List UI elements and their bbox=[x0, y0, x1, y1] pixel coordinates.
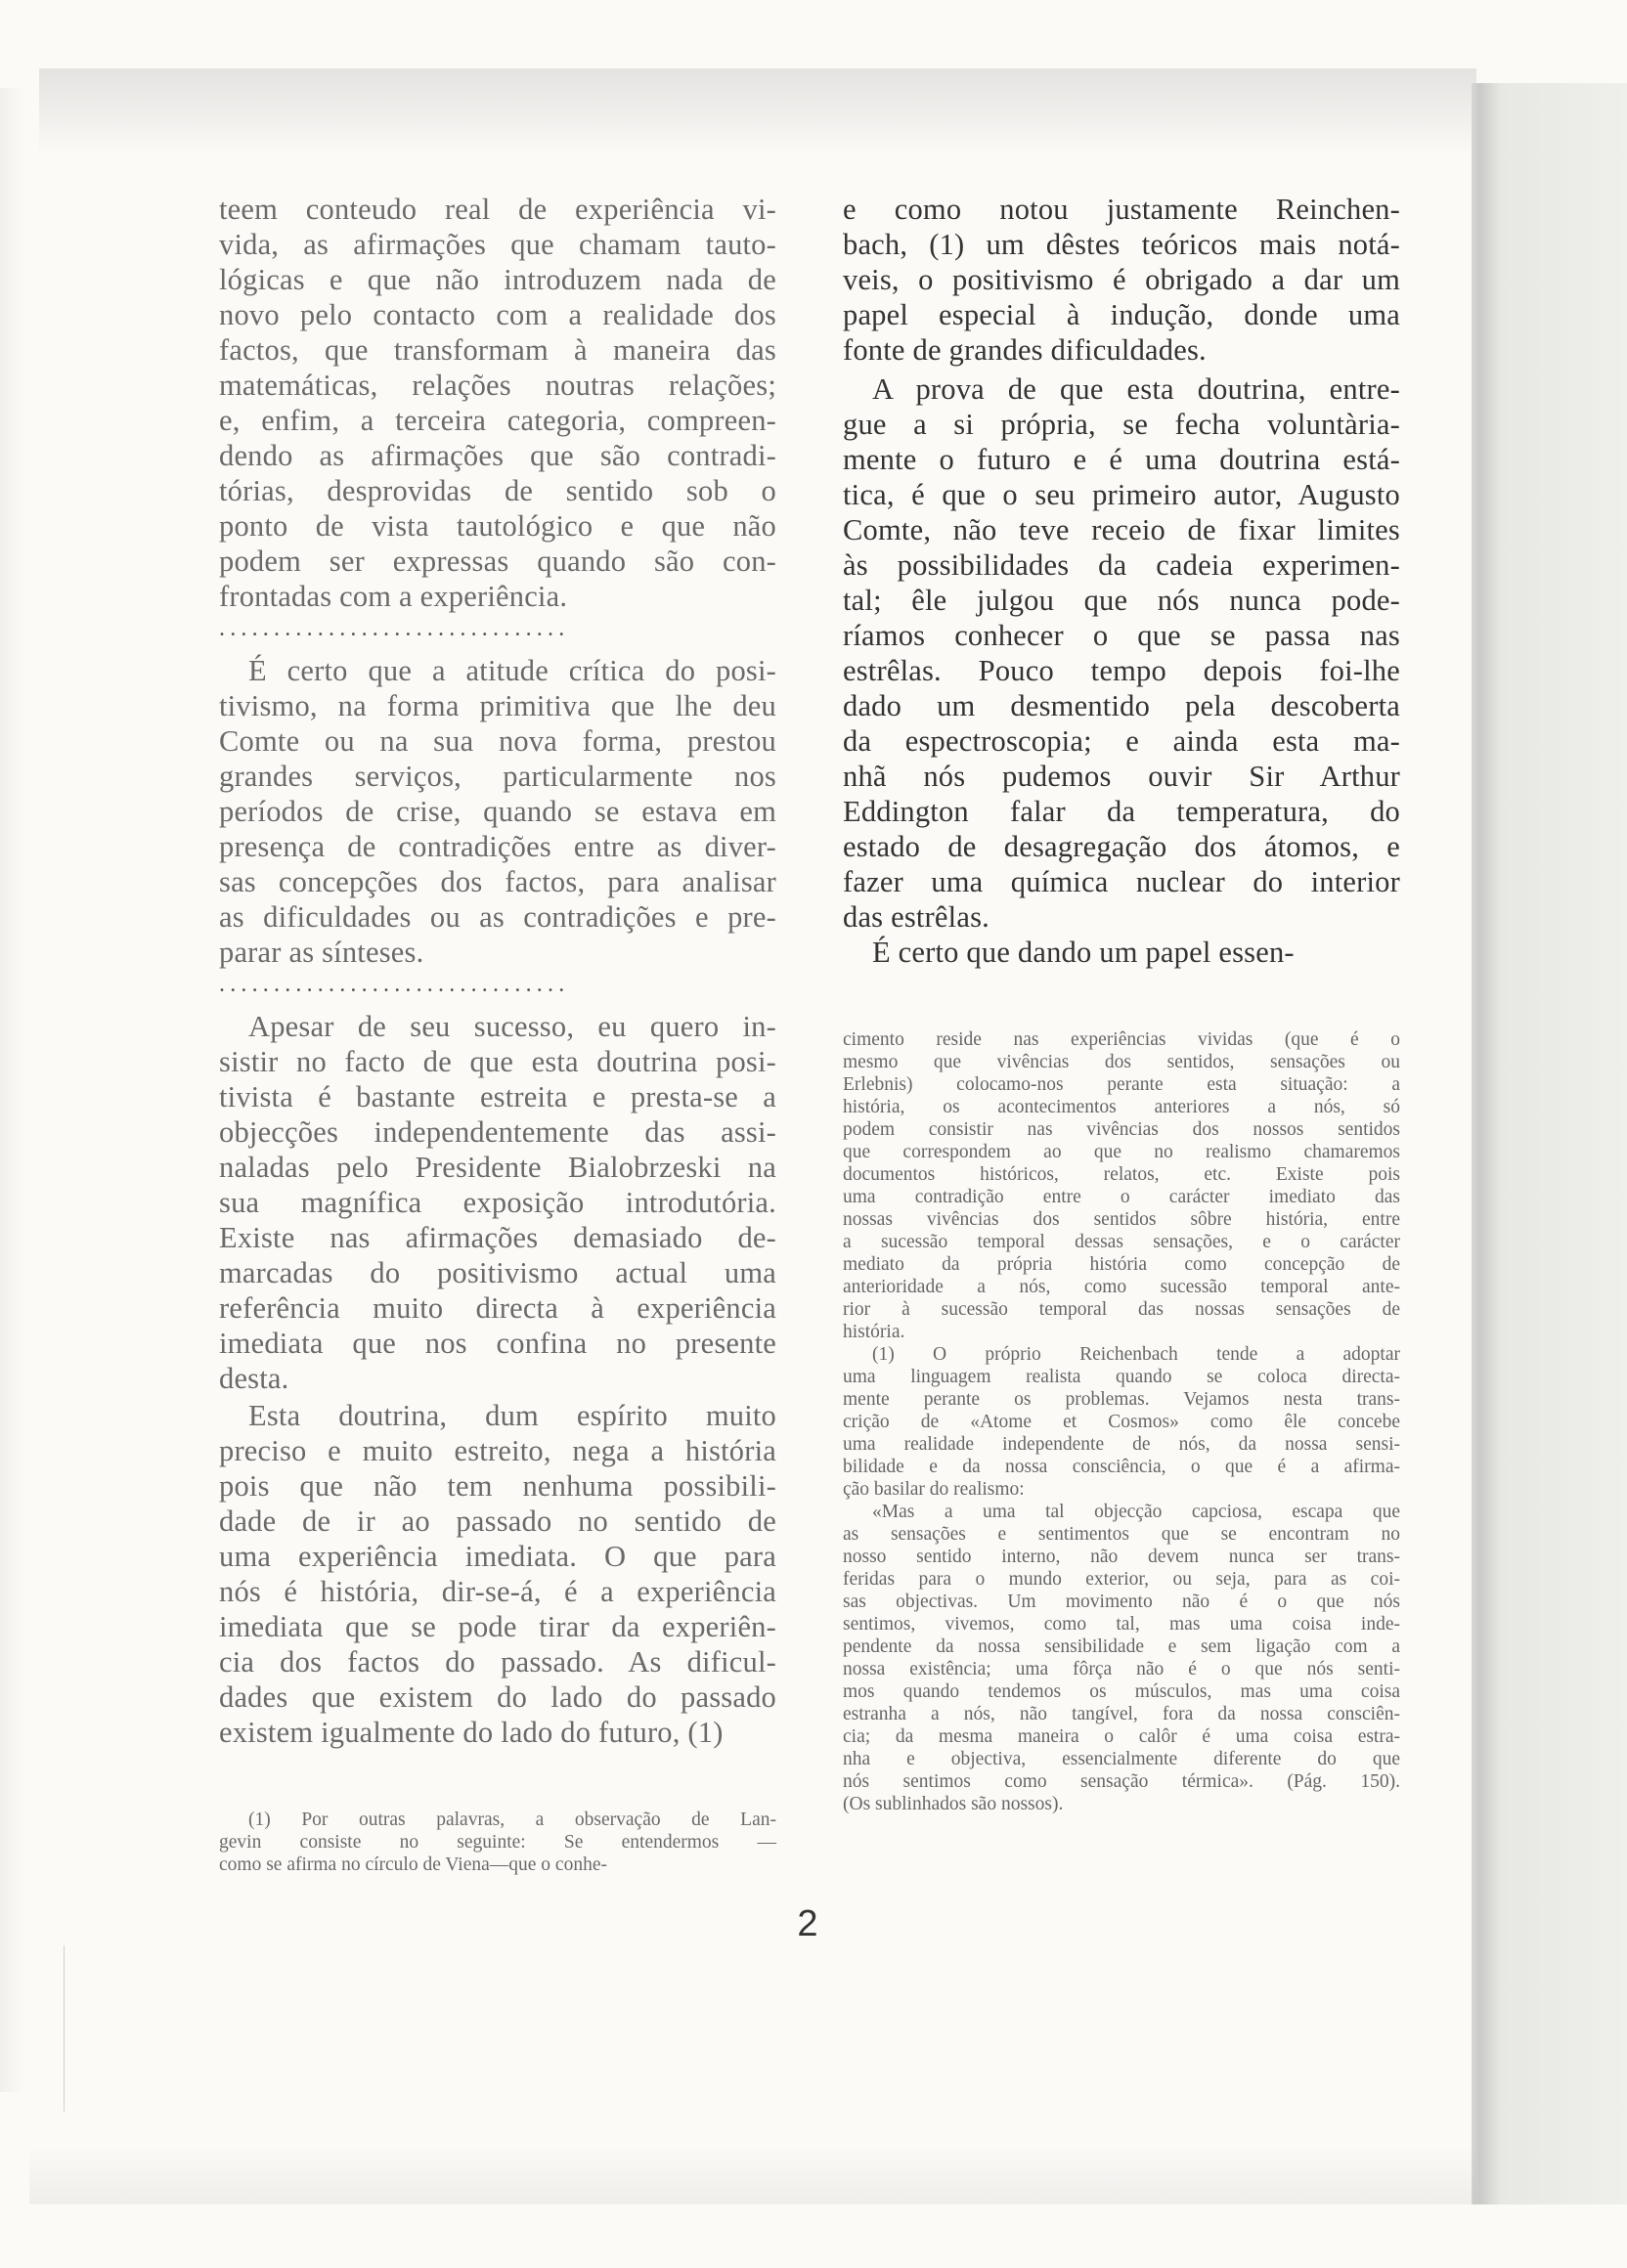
text-line: estranha a nós, não tangível, fora da nossa consciên- bbox=[843, 1704, 1400, 1724]
text-line: nhã nós pudemos ouvir Sir Arthur bbox=[843, 760, 1400, 793]
text-line: bilidade e da nossa consciência, o que é a afirma- bbox=[843, 1457, 1400, 1477]
text-line: nossa existência; uma fôrça não é o que nós senti- bbox=[843, 1659, 1400, 1679]
text-line: rior à sucessão temporal das nossas sensações de bbox=[843, 1299, 1400, 1320]
text-line: Erlebnis) colocamo-nos perante esta situação: a bbox=[843, 1074, 1400, 1095]
text-line: nós sentimos como sensação térmica». (Pág. 150). bbox=[843, 1771, 1400, 1792]
text-line: pendente da nossa sensibilidade e sem ligação com a bbox=[843, 1636, 1400, 1657]
text-line: Comte, não teve receio de fixar limites bbox=[843, 513, 1400, 546]
text-line: presença de contradições entre as diver- bbox=[219, 830, 776, 863]
text-line: como se afirma no círculo de Viena—que o conhe- bbox=[219, 1854, 607, 1875]
text-line: feridas para o mundo exterior, ou seja, para as coi- bbox=[843, 1569, 1400, 1590]
text-line: as dificuldades ou as contradições e pre- bbox=[219, 900, 776, 934]
left-paragraph-1 bbox=[219, 192, 776, 614]
text-line: frontadas com a experiência. bbox=[219, 580, 568, 613]
footnote-continuation bbox=[843, 1028, 1400, 1343]
text-line: factos, que transformam à maneira das bbox=[219, 333, 776, 367]
text-line: Eddington falar da temperatura, do bbox=[843, 795, 1400, 828]
left-footnote bbox=[219, 1809, 776, 1876]
text-line: fazer uma química nuclear do interior bbox=[843, 865, 1400, 898]
text-line: bach, (1) um dêstes teóricos mais notá- bbox=[843, 228, 1400, 261]
text-line: mesmo que vivências dos sentidos, sensações ou bbox=[843, 1052, 1400, 1072]
text-line: uma experiência imediata. O que para bbox=[219, 1540, 776, 1573]
text-line: desta. bbox=[219, 1362, 289, 1395]
text-line: anterioridade a nós, como sucessão temporal ante- bbox=[843, 1277, 1400, 1297]
scan-shadow-right bbox=[1472, 83, 1627, 2204]
text-line: naladas pelo Presidente Bialobrzeski na bbox=[219, 1151, 776, 1184]
text-line: pois que não tem nenhuma possibili- bbox=[219, 1469, 776, 1503]
right-paragraph-1 bbox=[843, 192, 1400, 368]
text-line: gevin consiste no seguinte: Se entendermos — bbox=[219, 1832, 776, 1853]
text-line: sas concepções dos factos, para analisar bbox=[219, 865, 776, 898]
text-line: cia; da mesma maneira o calôr é uma coisa estra- bbox=[843, 1726, 1400, 1747]
footnote-quotation bbox=[843, 1501, 1400, 1815]
text-line: É certo que dando um papel essen- bbox=[872, 936, 1295, 969]
text-line: parar as sínteses. bbox=[219, 936, 424, 969]
text-line: matemáticas, relações noutras relações; bbox=[219, 369, 776, 402]
text-line: tica, é que o seu primeiro autor, Augusto bbox=[843, 478, 1400, 511]
text-line: ponto de vista tautológico e que não bbox=[219, 509, 776, 543]
text-line: (1) O próprio Reichenbach tende a adoptar bbox=[872, 1344, 1400, 1365]
text-line: cimento reside nas experiências vividas (que é o bbox=[843, 1029, 1400, 1050]
scan-shadow-left bbox=[0, 88, 25, 2092]
text-line: teem conteudo real de experiência vi- bbox=[219, 193, 776, 226]
text-line: às possibilidades da cadeia experimen- bbox=[843, 548, 1400, 582]
text-line: estrêlas. Pouco tempo depois foi-lhe bbox=[843, 654, 1400, 687]
text-line: nossas vivências dos sentidos sôbre história, entre bbox=[843, 1209, 1400, 1230]
text-line: objecções independentemente das assi- bbox=[219, 1115, 776, 1149]
text-line: mediato da própria história como concepção de bbox=[843, 1254, 1400, 1275]
text-line: A prova de que esta doutrina, entre- bbox=[872, 372, 1400, 406]
text-line: imediata que nos confina no presente bbox=[219, 1327, 776, 1360]
text-line: (Os sublinhados são nossos). bbox=[843, 1794, 1064, 1814]
text-line: a sucessão temporal dessas sensações, e o carácter bbox=[843, 1232, 1400, 1252]
text-line: gue a si própria, se fecha voluntària- bbox=[843, 408, 1400, 441]
text-line: história, os acontecimentos anteriores a nós, só bbox=[843, 1097, 1400, 1117]
page-number: 2 bbox=[797, 1903, 818, 1944]
scan-shadow-top bbox=[39, 68, 1476, 156]
text-line: estado de desagregação dos átomos, e bbox=[843, 830, 1400, 863]
text-line: das estrêlas. bbox=[843, 900, 989, 934]
text-line: veis, o positivismo é obrigado a dar um bbox=[843, 263, 1400, 296]
right-paragraph-2 bbox=[843, 371, 1400, 935]
text-line: podem ser expressas quando são con- bbox=[219, 545, 776, 578]
text-line: vida, as afirmações que chamam tauto- bbox=[219, 228, 776, 261]
text-line: mente o futuro e é uma doutrina está- bbox=[843, 443, 1400, 476]
text-line: (1) Por outras palavras, a observação de Lan- bbox=[248, 1810, 776, 1830]
text-line: grandes serviços, particularmente nos bbox=[219, 760, 776, 793]
text-line: novo pelo contacto com a realidade dos bbox=[219, 298, 776, 331]
ellipsis-separator-2: ................................ bbox=[219, 972, 570, 997]
text-line: mos quando tendemos os músculos, mas uma coisa bbox=[843, 1681, 1400, 1702]
text-line: podem consistir nas vivências dos nossos sentidos bbox=[843, 1119, 1400, 1140]
text-line: as sensações e sentimentos que se encontram no bbox=[843, 1524, 1400, 1545]
text-line: Esta doutrina, dum espírito muito bbox=[248, 1399, 776, 1432]
text-line: períodos de crise, quando se estava em bbox=[219, 795, 776, 828]
text-line: mente perante os problemas. Vejamos nesta trans- bbox=[843, 1389, 1400, 1410]
text-line: sentimos, vivemos, como tal, mas uma coisa inde- bbox=[843, 1614, 1400, 1635]
text-line: dado um desmentido pela descoberta bbox=[843, 689, 1400, 722]
text-line: tivismo, na forma primitiva que lhe deu bbox=[219, 689, 776, 722]
text-line: história. bbox=[843, 1322, 905, 1342]
text-line: ríamos conhecer o que se passa nas bbox=[843, 619, 1400, 652]
left-paragraph-3 bbox=[219, 1009, 776, 1396]
text-line: referência muito directa à experiência bbox=[219, 1291, 776, 1325]
text-line: sistir no facto de que esta doutrina posi- bbox=[219, 1045, 776, 1078]
text-line: que correspondem ao que no realismo chamaremos bbox=[843, 1142, 1400, 1162]
text-line: existem igualmente do lado do futuro, (1) bbox=[219, 1716, 724, 1749]
text-line: uma linguagem realista quando se coloca directa- bbox=[843, 1367, 1400, 1387]
text-line: tórias, desprovidas de sentido sob o bbox=[219, 474, 776, 507]
text-line: crição de «Atome et Cosmos» como êle concebe bbox=[843, 1412, 1400, 1432]
text-line: dade de ir ao passado no sentido de bbox=[219, 1505, 776, 1538]
text-line: uma realidade independente de nós, da nossa sensi- bbox=[843, 1434, 1400, 1455]
scan-shadow-bottom bbox=[29, 2146, 1476, 2204]
text-line: dades que existem do lado do passado bbox=[219, 1680, 776, 1714]
text-line: nós é história, dir-se-á, é a experiência bbox=[219, 1575, 776, 1608]
text-line: documentos históricos, relatos, etc. Existe pois bbox=[843, 1164, 1400, 1185]
text-line: da espectroscopia; e ainda esta ma- bbox=[843, 724, 1400, 758]
text-line: tal; êle julgou que nós nunca pode- bbox=[843, 584, 1400, 617]
text-line: e como notou justamente Reinchen- bbox=[843, 193, 1400, 226]
text-line: preciso e muito estreito, nega a história bbox=[219, 1434, 776, 1467]
text-line: fonte de grandes dificuldades. bbox=[843, 333, 1207, 367]
text-line: dendo as afirmações que são contradi- bbox=[219, 439, 776, 472]
left-column bbox=[219, 192, 776, 614]
text-line: «Mas a uma tal objecção capciosa, escapa que bbox=[872, 1502, 1400, 1522]
text-line: lógicas e que não introduzem nada de bbox=[219, 263, 776, 296]
text-line: ção basilar do realismo: bbox=[843, 1479, 1025, 1500]
text-line: Comte ou na sua nova forma, prestou bbox=[219, 724, 776, 758]
right-footnotes bbox=[843, 1028, 1400, 1815]
text-line: tivista é bastante estreita e presta-se a bbox=[219, 1080, 776, 1113]
text-line: uma contradição entre o carácter imediato das bbox=[843, 1187, 1400, 1207]
text-line: sas objectivas. Um movimento não é o que nós bbox=[843, 1592, 1400, 1612]
text-line: cia dos factos do passado. As dificul- bbox=[219, 1645, 776, 1679]
text-line: nha e objectiva, essencialmente diferente do que bbox=[843, 1749, 1400, 1769]
text-line: Apesar de seu sucesso, eu quero in- bbox=[248, 1010, 776, 1043]
left-paragraph-2 bbox=[219, 653, 776, 970]
text-line: marcadas do positivismo actual uma bbox=[219, 1256, 776, 1289]
right-paragraph-3 bbox=[843, 935, 1400, 970]
text-line: imediata que se pode tirar da experiên- bbox=[219, 1610, 776, 1643]
ellipsis-separator-1: ................................ bbox=[219, 616, 570, 641]
scan-artifact-line bbox=[64, 1945, 65, 2112]
text-line: sua magnífica exposição introdutória. bbox=[219, 1186, 776, 1219]
text-line: nosso sentido interno, não devem nunca ser trans- bbox=[843, 1547, 1400, 1567]
text-line: e, enfim, a terceira categoria, compreen- bbox=[219, 404, 776, 437]
footnote-reichenbach bbox=[843, 1343, 1400, 1501]
text-line: É certo que a atitude crítica do posi- bbox=[248, 654, 776, 687]
text-line: papel especial à indução, donde uma bbox=[843, 298, 1400, 331]
left-paragraph-4 bbox=[219, 1398, 776, 1750]
text-line: Existe nas afirmações demasiado de- bbox=[219, 1221, 776, 1254]
